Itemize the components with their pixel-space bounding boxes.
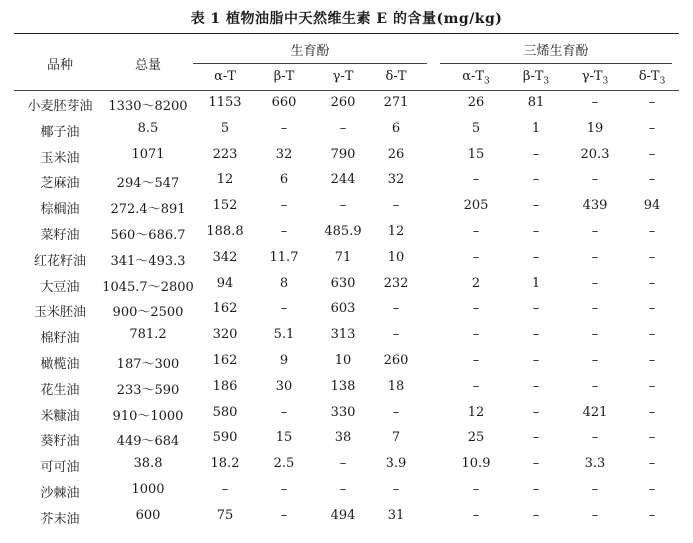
- row-value: –: [280, 405, 288, 420]
- header-tocopherol-group: 生育酚: [290, 44, 330, 59]
- row-value: 12: [467, 405, 485, 420]
- row-value: 32: [387, 172, 405, 187]
- row-value: –: [472, 508, 480, 523]
- row-value: 10: [387, 250, 405, 265]
- row-value: 11.7: [269, 250, 299, 265]
- row-value: –: [591, 250, 599, 265]
- row-value: –: [648, 224, 656, 239]
- row-value: –: [648, 405, 656, 420]
- row-value: 1153: [208, 95, 242, 110]
- row-value: 244: [330, 172, 356, 187]
- row-value: 1: [531, 121, 541, 136]
- row-variety: 葵籽油: [40, 434, 80, 449]
- row-value: 38: [334, 430, 352, 445]
- row-value: –: [648, 430, 656, 445]
- row-value: –: [472, 353, 480, 368]
- header-tocopherol-0: α-T: [214, 69, 236, 84]
- row-value: 94: [216, 276, 234, 291]
- row-variety: 可可油: [40, 460, 80, 475]
- header-tocotrienol-0: [446, 69, 506, 87]
- row-value: –: [648, 482, 656, 497]
- row-value: 71: [334, 250, 352, 265]
- row-value: 9: [279, 353, 289, 368]
- row-total: 38.8: [133, 456, 163, 471]
- row-value: 6: [279, 172, 289, 187]
- row-value: 26: [387, 147, 405, 162]
- row-total: 910～1000: [112, 409, 184, 424]
- row-value: –: [472, 482, 480, 497]
- row-value: 18.2: [210, 456, 240, 471]
- row-value: –: [591, 276, 599, 291]
- header-variety: 品种: [46, 58, 73, 73]
- header-tocopherol-3: δ-T: [385, 69, 407, 84]
- header-tocotrienol-label: γ-T: [581, 69, 603, 84]
- row-value: –: [532, 327, 540, 342]
- row-total: 1330～8200: [108, 99, 188, 114]
- row-value: 20.3: [580, 147, 610, 162]
- row-total: 900～2500: [112, 305, 184, 320]
- row-variety: 玉米油: [40, 151, 80, 166]
- header-total: 总量: [134, 58, 161, 73]
- row-value: 30: [275, 379, 293, 394]
- row-value: –: [280, 224, 288, 239]
- row-value: 5: [471, 121, 481, 136]
- row-value: 32: [275, 147, 293, 162]
- row-value: 342: [212, 250, 238, 265]
- row-variety: 玉米胚油: [33, 305, 86, 320]
- row-value: –: [648, 95, 656, 110]
- row-value: –: [532, 379, 540, 394]
- row-total: 1000: [131, 482, 165, 497]
- row-value: 2: [471, 276, 481, 291]
- row-value: 186: [212, 379, 238, 394]
- row-value: 31: [387, 508, 405, 523]
- row-value: 320: [212, 327, 238, 342]
- row-value: 260: [330, 95, 356, 110]
- header-tocotrienol-label: β-T: [522, 69, 544, 84]
- row-value: 81: [527, 95, 545, 110]
- row-value: –: [392, 198, 400, 213]
- header-tocotrienol-label: α-T: [462, 69, 485, 84]
- row-total: 233～590: [116, 383, 180, 398]
- row-value: 6: [391, 121, 401, 136]
- row-value: 26: [467, 95, 485, 110]
- row-value: 2.5: [273, 456, 295, 471]
- row-value: –: [532, 482, 540, 497]
- row-value: –: [532, 508, 540, 523]
- row-value: 3.9: [385, 456, 407, 471]
- row-value: 590: [212, 430, 238, 445]
- row-value: –: [648, 147, 656, 162]
- row-value: –: [392, 301, 400, 316]
- row-value: 25: [467, 430, 485, 445]
- row-value: –: [472, 172, 480, 187]
- row-value: 330: [330, 405, 356, 420]
- row-total: 781.2: [129, 327, 167, 342]
- row-value: 138: [330, 379, 356, 394]
- row-value: –: [472, 224, 480, 239]
- header-tocotrienol-subscript: 3: [484, 76, 490, 87]
- row-total: 1045.7～2800: [102, 280, 194, 295]
- tocotrienol-group-underline: [440, 63, 672, 64]
- table-title: 表 1 植物油脂中天然维生素 E 的含量(mg/kg): [190, 11, 503, 27]
- header-tocotrienol-group: 三烯生育酚: [523, 44, 589, 59]
- row-value: –: [532, 250, 540, 265]
- row-value: –: [280, 508, 288, 523]
- row-value: 152: [212, 198, 238, 213]
- row-variety: 椰子油: [40, 125, 80, 140]
- row-value: 15: [275, 430, 293, 445]
- row-value: 162: [212, 353, 238, 368]
- row-value: –: [648, 121, 656, 136]
- row-value: 271: [383, 95, 409, 110]
- row-value: –: [532, 147, 540, 162]
- row-value: –: [648, 353, 656, 368]
- row-variety: 菜籽油: [40, 228, 80, 243]
- header-tocotrienol-subscript: 3: [659, 76, 666, 87]
- row-value: –: [472, 379, 480, 394]
- row-value: 10.9: [461, 456, 491, 471]
- row-value: –: [591, 482, 599, 497]
- header-tocopherol-2: γ-T: [332, 69, 354, 84]
- row-value: 12: [387, 224, 405, 239]
- row-value: –: [591, 327, 599, 342]
- row-value: –: [392, 327, 400, 342]
- row-value: –: [339, 121, 347, 136]
- row-value: –: [648, 301, 656, 316]
- row-value: –: [648, 456, 656, 471]
- tocopherol-group-underline: [193, 63, 427, 64]
- row-value: –: [392, 405, 400, 420]
- row-value: 3.3: [584, 456, 606, 471]
- row-value: –: [591, 224, 599, 239]
- header-tocotrienol-1: [511, 69, 561, 87]
- row-value: –: [532, 224, 540, 239]
- row-total: 560～686.7: [110, 228, 186, 243]
- row-total: 341～493.3: [110, 254, 186, 269]
- row-value: 485.9: [324, 224, 362, 239]
- row-value: –: [280, 482, 288, 497]
- row-value: –: [339, 198, 347, 213]
- row-value: –: [221, 482, 229, 497]
- row-value: –: [532, 301, 540, 316]
- row-variety: 小麦胚芽油: [27, 99, 93, 114]
- row-value: –: [532, 353, 540, 368]
- row-variety: 米糠油: [40, 409, 80, 424]
- row-value: 660: [271, 95, 297, 110]
- row-total: 187～300: [116, 357, 180, 372]
- row-value: 75: [216, 508, 234, 523]
- row-value: –: [648, 276, 656, 291]
- row-value: 8: [279, 276, 289, 291]
- row-total: 449～684: [116, 434, 180, 449]
- row-value: –: [532, 172, 540, 187]
- row-variety: 棉籽油: [40, 331, 80, 346]
- row-value: –: [591, 301, 599, 316]
- header-tocotrienol-3: [627, 69, 677, 87]
- row-value: 313: [330, 327, 356, 342]
- row-variety: 花生油: [40, 383, 80, 398]
- row-value: –: [280, 121, 288, 136]
- row-value: 162: [212, 301, 238, 316]
- row-value: 232: [383, 276, 409, 291]
- top-rule: [14, 33, 679, 34]
- row-value: 10: [334, 353, 352, 368]
- row-variety: 红花籽油: [33, 254, 86, 269]
- row-value: –: [532, 405, 540, 420]
- row-value: 18: [387, 379, 405, 394]
- row-variety: 芝麻油: [40, 176, 80, 191]
- row-value: –: [648, 379, 656, 394]
- row-value: 223: [212, 147, 238, 162]
- row-value: –: [648, 172, 656, 187]
- row-value: –: [339, 482, 347, 497]
- row-value: –: [472, 250, 480, 265]
- row-total: 600: [135, 508, 161, 523]
- row-value: 5.1: [273, 327, 295, 342]
- row-value: 7: [391, 430, 401, 445]
- row-value: 15: [467, 147, 485, 162]
- row-value: 12: [216, 172, 234, 187]
- row-value: –: [591, 172, 599, 187]
- row-value: 421: [582, 405, 608, 420]
- header-tocotrienol-label: δ-T: [638, 69, 660, 84]
- header-rule: [14, 90, 679, 91]
- row-value: 580: [212, 405, 238, 420]
- row-value: 188.8: [206, 224, 244, 239]
- row-value: –: [591, 508, 599, 523]
- header-tocotrienol-subscript: 3: [602, 76, 609, 87]
- row-value: 494: [330, 508, 356, 523]
- row-value: –: [280, 198, 288, 213]
- row-value: –: [532, 198, 540, 213]
- row-total: 294～547: [116, 176, 180, 191]
- row-value: –: [339, 456, 347, 471]
- row-value: –: [472, 301, 480, 316]
- row-value: 205: [463, 198, 489, 213]
- row-value: –: [591, 95, 599, 110]
- row-value: 790: [330, 147, 356, 162]
- row-total: 272.4～891: [110, 202, 186, 217]
- header-tocopherol-1: β-T: [273, 69, 295, 84]
- row-value: –: [591, 379, 599, 394]
- row-value: –: [280, 301, 288, 316]
- row-value: –: [532, 430, 540, 445]
- row-value: –: [648, 250, 656, 265]
- header-tocotrienol-2: [565, 69, 625, 87]
- row-variety: 沙棘油: [40, 486, 80, 501]
- row-total: 8.5: [137, 121, 159, 136]
- row-value: –: [648, 508, 656, 523]
- row-value: –: [392, 482, 400, 497]
- row-value: –: [591, 430, 599, 445]
- row-variety: 芥末油: [40, 512, 80, 527]
- row-value: –: [591, 353, 599, 368]
- row-value: 630: [330, 276, 356, 291]
- row-variety: 橄榄油: [40, 357, 80, 372]
- row-total: 1071: [131, 147, 165, 162]
- row-value: 94: [643, 198, 661, 213]
- row-value: 1: [531, 276, 541, 291]
- row-value: 260: [383, 353, 409, 368]
- row-value: –: [532, 456, 540, 471]
- row-value: 19: [586, 121, 604, 136]
- row-value: 439: [582, 198, 608, 213]
- row-value: 603: [330, 301, 356, 316]
- header-tocotrienol-subscript: 3: [543, 76, 550, 87]
- row-variety: 棕榈油: [40, 202, 80, 217]
- row-value: –: [648, 327, 656, 342]
- row-value: –: [472, 327, 480, 342]
- row-variety: 大豆油: [40, 280, 80, 295]
- row-value: 5: [220, 121, 230, 136]
